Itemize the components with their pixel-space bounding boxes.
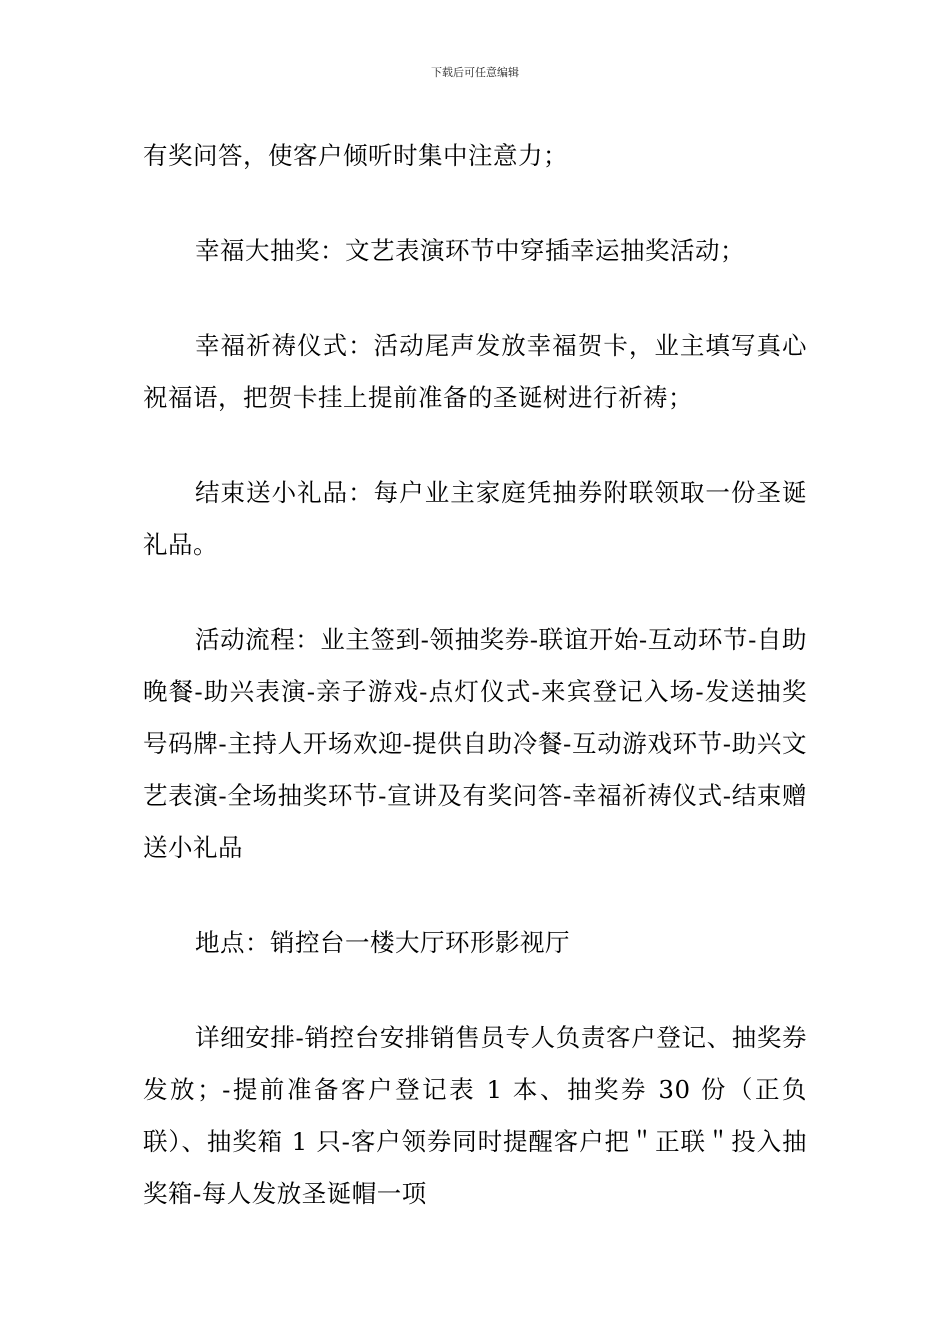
paragraph-gifts: 结束送小礼品：每户业主家庭凭抽券附联领取一份圣诞礼品。	[143, 478, 807, 559]
paragraph-qa: 有奖问答，使客户倾听时集中注意力；	[143, 141, 568, 170]
paragraph-arrangement: 详细安排-销控台安排销售员专人负责客户登记、抽奖券发放；-提前准备客户登记表 1 本、抽奖券 30 份（正负联）、抽奖箱 1 只-客户领券同时提醒客户把＂正联＂投入抽奖箱-每人发放圣诞帽一项	[143, 1023, 807, 1208]
document-body	[143, 130, 807, 1263]
paragraph-location: 地点：销控台一楼大厅环形影视厅	[195, 928, 570, 957]
paragraph-event-flow: 活动流程：业主签到-领抽奖券-联谊开始-互动环节-自助晚餐-助兴表演-亲子游戏-点灯仪式-来宾登记入场-发送抽奖号码牌-主持人开场欢迎-提供自助冷餐-互动游戏环节-助兴文艺表演-全场抽奖环节-宣讲及有奖问答-幸福祈祷仪式-结束赠送小礼品	[143, 625, 807, 862]
paragraph-lottery: 幸福大抽奖：文艺表演环节中穿插幸运抽奖活动；	[195, 236, 745, 265]
paragraph-prayer-ceremony: 幸福祈祷仪式：活动尾声发放幸福贺卡，业主填写真心祝福语，把贺卡挂上提前准备的圣诞树进行祈祷；	[143, 331, 807, 412]
page-header: 下载后可任意编辑	[431, 66, 519, 79]
